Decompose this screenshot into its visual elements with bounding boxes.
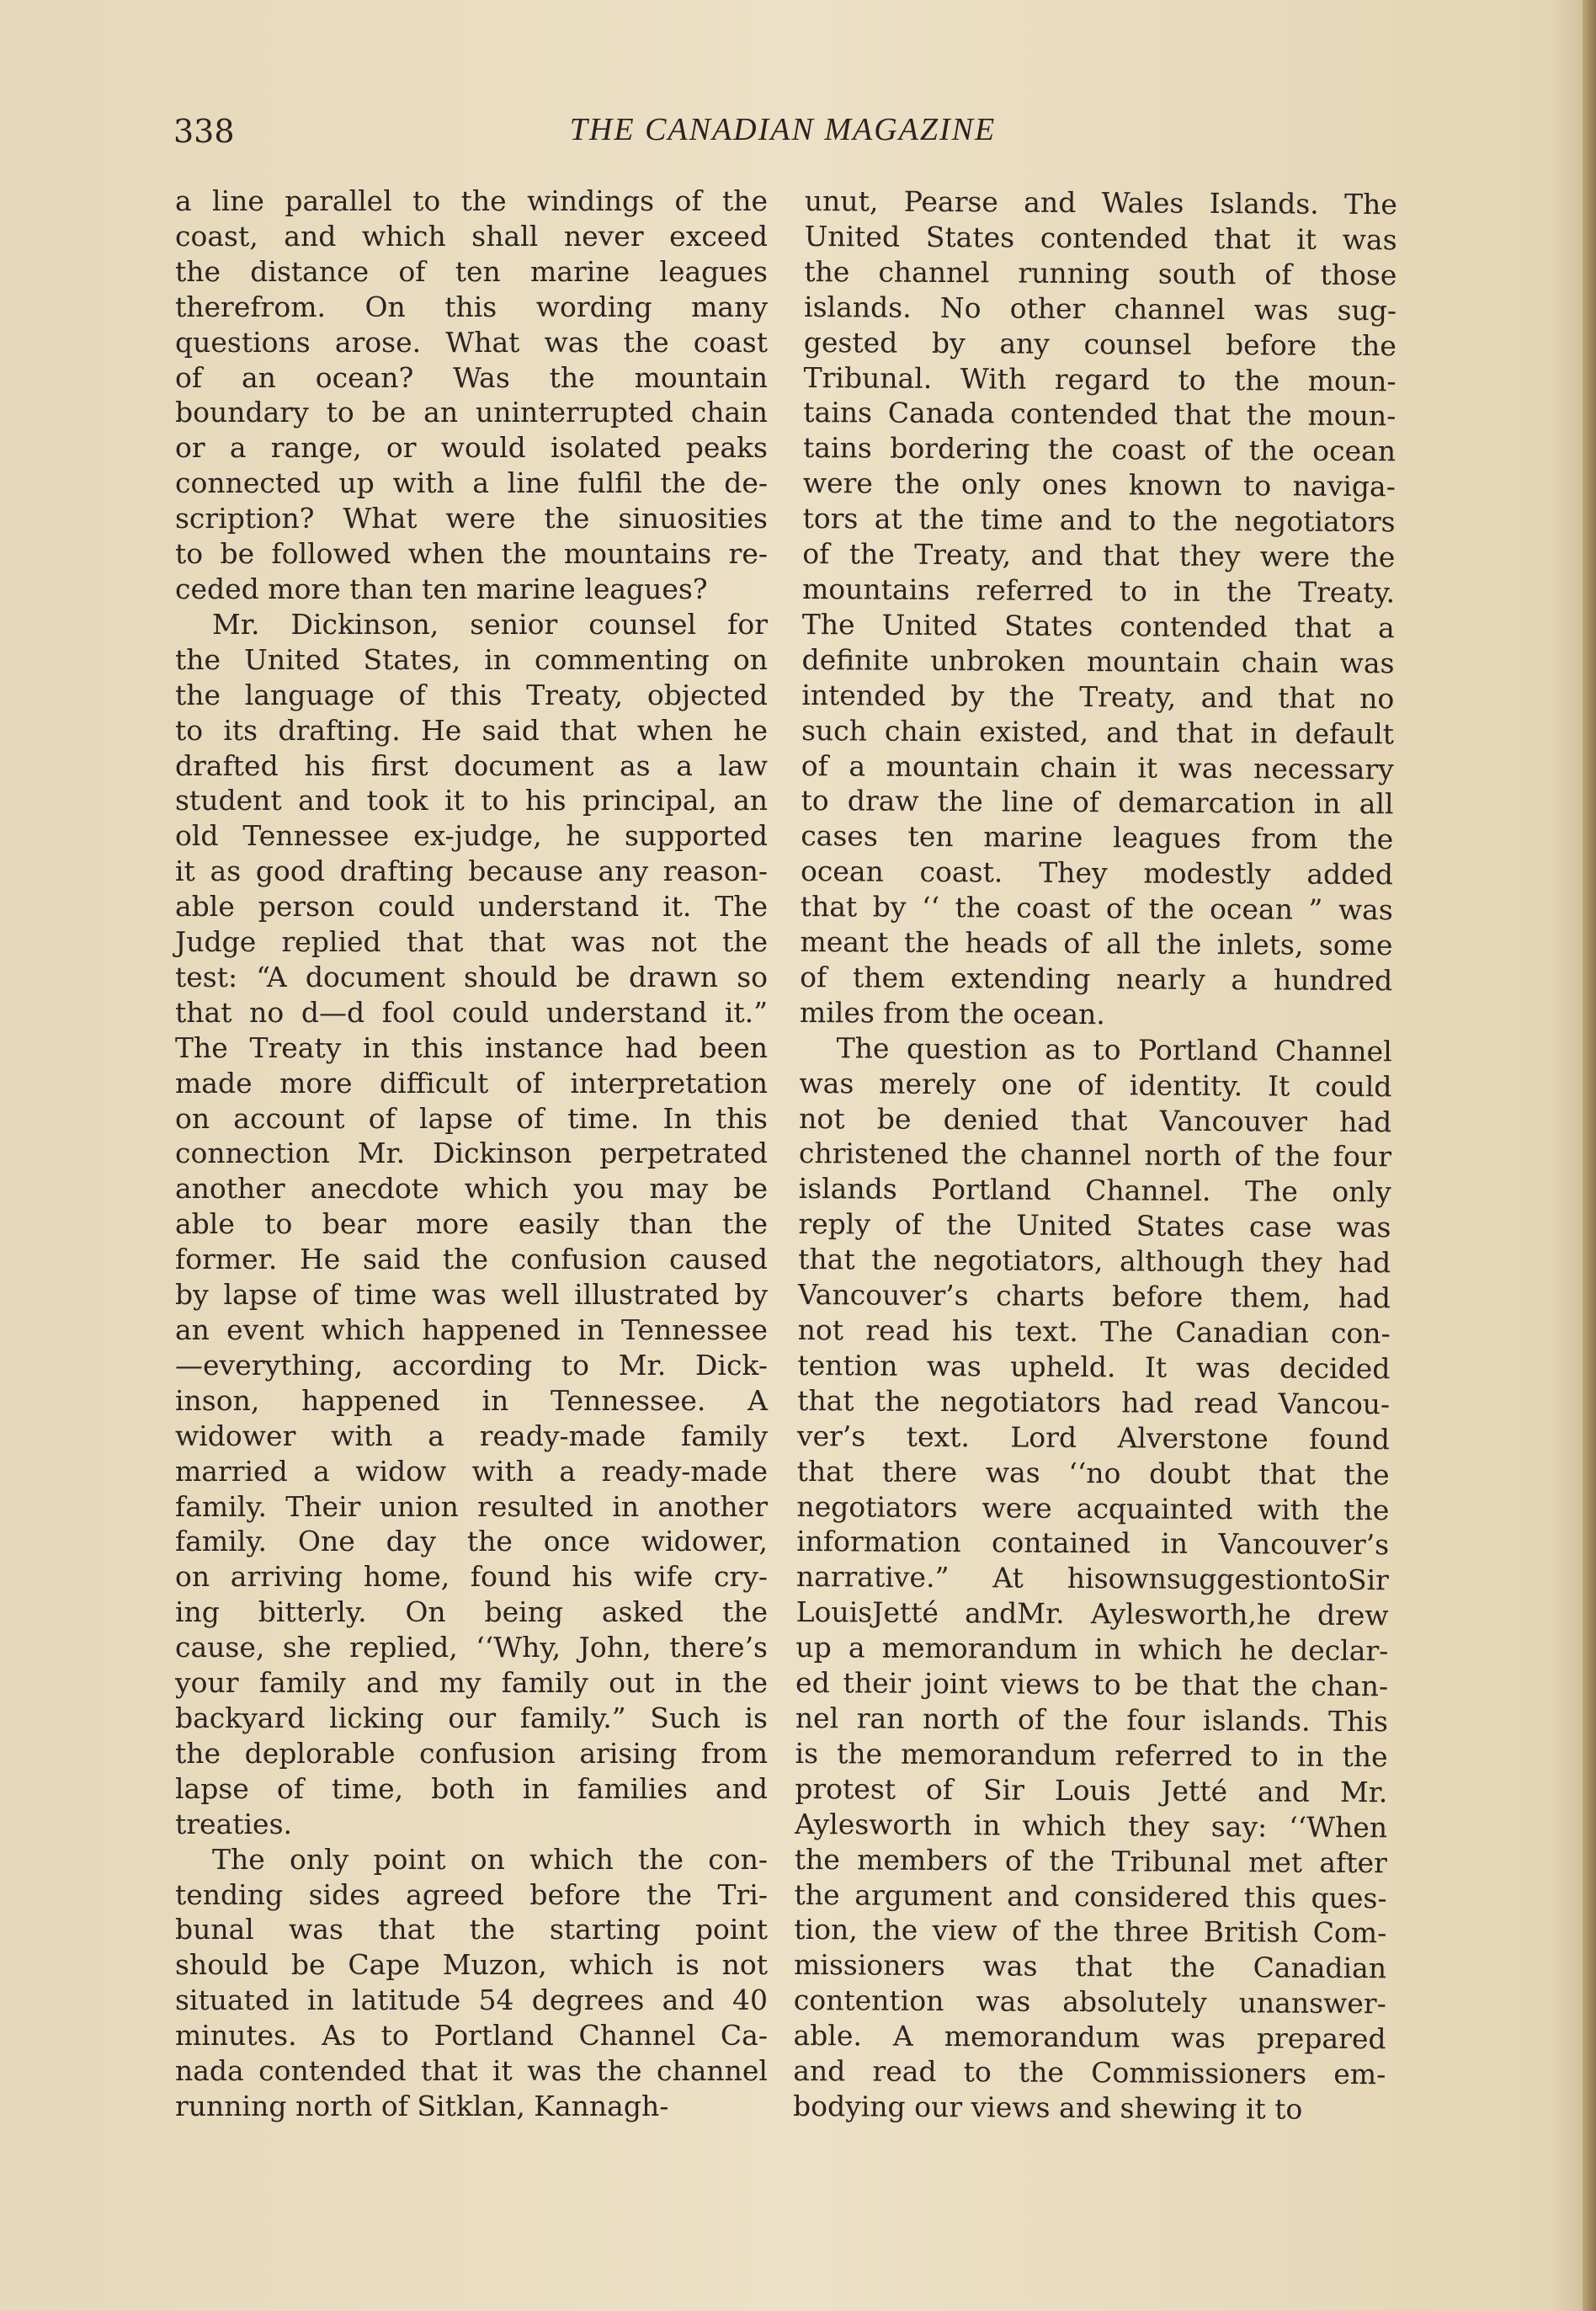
text-line: another anecdote which you may be bbox=[175, 1172, 768, 1206]
text-line: nel ran north of the four islands. This bbox=[795, 1701, 1388, 1739]
text-line: tains Canada contended that the moun- bbox=[803, 396, 1396, 433]
text-line: not be denied that Vancouver had bbox=[799, 1101, 1392, 1138]
text-line: information contained in Vancouver’s bbox=[796, 1525, 1390, 1562]
page-number: 338 bbox=[173, 113, 235, 150]
text-line: ocean coast. They modestly added bbox=[800, 855, 1394, 892]
text-line: cases ten marine leagues from the bbox=[801, 819, 1394, 856]
text-line: up a memorandum in which he declar- bbox=[795, 1631, 1389, 1668]
text-line: ed their joint views to be that the chan- bbox=[795, 1666, 1389, 1703]
text-line: made more difficult of interpretation bbox=[175, 1066, 768, 1100]
text-line: such chain existed, and that in default bbox=[801, 713, 1395, 750]
text-line: student and took it to his principal, an bbox=[175, 784, 768, 817]
text-line: christened the channel north of the four bbox=[798, 1137, 1392, 1174]
text-line: unut, Pearse and Wales Islands. The bbox=[804, 184, 1397, 221]
text-line: running north of Sitklan, Kannagh- bbox=[175, 2089, 669, 2122]
text-line: that by ‘‘ the coast of the ocean ” was bbox=[800, 890, 1393, 927]
text-line: United States contended that it was bbox=[804, 219, 1397, 257]
page-header bbox=[168, 108, 1397, 158]
text-line: of them extending nearly a hundred bbox=[800, 960, 1393, 998]
text-line: islands Portland Channel. The only bbox=[798, 1172, 1391, 1209]
text-line: situated in latitude 54 degrees and 40 bbox=[175, 1984, 768, 2017]
text-line: by lapse of time was well illustrated by bbox=[175, 1278, 768, 1312]
text-line: and read to the Commissioners em- bbox=[793, 2053, 1386, 2091]
text-line: the distance of ten marine leagues bbox=[175, 254, 768, 288]
text-line: married a widow with a ready-made bbox=[175, 1454, 768, 1488]
text-line: Mr. Dickinson, senior counsel for bbox=[212, 607, 768, 641]
text-line: definite unbroken mountain chain was bbox=[801, 642, 1395, 680]
text-line: is the memorandum referred to in the bbox=[795, 1736, 1388, 1774]
text-line: Judge replied that that was not the bbox=[175, 925, 768, 959]
right-column bbox=[793, 184, 1397, 2127]
text-line: ing bitterly. On being asked the bbox=[175, 1595, 768, 1629]
text-line: the United States, in commenting on bbox=[175, 642, 768, 676]
text-line: should be Cape Muzon, which is not bbox=[175, 1948, 768, 1982]
text-line: old Tennessee ex-judge, he supported bbox=[175, 819, 768, 853]
text-line: protest of Sir Louis Jetté and Mr. bbox=[795, 1771, 1388, 1809]
text-line: tion, the view of the three British Com- bbox=[794, 1913, 1387, 1950]
text-line: The Treaty in this instance had been bbox=[175, 1030, 768, 1064]
text-line: on account of lapse of time. In this bbox=[175, 1101, 768, 1135]
text-line: scription? What were the sinuosities bbox=[175, 502, 768, 535]
text-line: The United States contended that a bbox=[801, 607, 1395, 645]
text-line: a line parallel to the windings of the bbox=[175, 184, 768, 217]
text-line: to draw the line of demarcation in all bbox=[801, 784, 1394, 821]
text-line: Vancouver’s charts before them, had bbox=[797, 1278, 1391, 1315]
page-edge bbox=[1583, 0, 1596, 2311]
text-line: ceded more than ten marine leagues? bbox=[175, 572, 708, 605]
text-line: the argument and considered this ques- bbox=[794, 1877, 1387, 1914]
text-line: the members of the Tribunal met after bbox=[794, 1842, 1387, 1879]
text-line: therefrom. On this wording many bbox=[175, 290, 768, 323]
text-line: gested by any counsel before the bbox=[803, 325, 1396, 362]
text-line: coast, and which shall never exceed bbox=[175, 219, 768, 253]
text-line: able. A memorandum was prepared bbox=[793, 2019, 1386, 2056]
text-line: of a mountain chain it was necessary bbox=[801, 748, 1394, 785]
text-line: cause, she replied, ‘‘Why, John, there’s bbox=[175, 1631, 768, 1664]
text-line: meant the heads of all the inlets, some bbox=[800, 925, 1393, 962]
text-line: bodying our views and shewing it to bbox=[792, 2089, 1303, 2126]
text-line: the channel running south of those bbox=[804, 254, 1397, 292]
text-line: able to bear more easily than the bbox=[175, 1207, 768, 1241]
text-line: was merely one of identity. It could bbox=[799, 1066, 1392, 1103]
text-line: the deplorable confusion arising from bbox=[175, 1736, 768, 1770]
text-line: ver’s text. Lord Alverstone found bbox=[796, 1419, 1391, 1456]
text-line: an event which happened in Tennessee bbox=[175, 1313, 768, 1346]
text-line: that the negotiators, although they had bbox=[798, 1243, 1391, 1280]
text-line: not read his text. The Canadian con- bbox=[797, 1313, 1391, 1350]
text-line: your family and my family out in the bbox=[175, 1666, 768, 1700]
text-line: boundary to be an uninterrupted chain bbox=[175, 396, 768, 429]
text-line: The question as to Portland Channel bbox=[836, 1031, 1392, 1068]
text-line: that there was ‘‘no doubt that the bbox=[796, 1454, 1390, 1491]
text-line: minutes. As to Portland Channel Ca- bbox=[175, 2019, 768, 2053]
text-line: Aylesworth in which they say: ‘‘When bbox=[794, 1807, 1388, 1844]
left-column bbox=[175, 184, 768, 2124]
text-line: narrative.” At hisownsuggestiontoSir bbox=[795, 1560, 1389, 1597]
text-line: tending sides agreed before the Tri- bbox=[175, 1877, 768, 1911]
text-line: LouisJetté andMr. Aylesworth,he drew bbox=[795, 1595, 1389, 1632]
text-line: backyard licking our family.” Such is bbox=[175, 1701, 768, 1734]
text-line: tains bordering the coast of the ocean bbox=[802, 431, 1396, 468]
text-line: miles from the ocean. bbox=[799, 995, 1105, 1031]
text-line: widower with a ready-made family bbox=[175, 1419, 768, 1452]
text-line: connected up with a line fulfil the de- bbox=[175, 466, 768, 500]
text-line: lapse of time, both in families and bbox=[175, 1771, 768, 1805]
text-line: of an ocean? Was the mountain bbox=[175, 360, 768, 394]
text-line: that the negotiators had read Vancou- bbox=[797, 1383, 1391, 1421]
text-line: that no d—d fool could understand it.” bbox=[175, 995, 768, 1029]
text-line: bunal was that the starting point bbox=[175, 1913, 768, 1946]
text-line: to its drafting. He said that when he bbox=[175, 713, 768, 747]
text-line: —everything, according to Mr. Dick- bbox=[175, 1348, 768, 1382]
text-line: were the only ones known to naviga- bbox=[802, 466, 1396, 503]
text-line: negotiators were acquainted with the bbox=[796, 1489, 1390, 1526]
text-line: it as good drafting because any reason- bbox=[175, 855, 768, 888]
text-line: test: “A document should be drawn so bbox=[175, 960, 768, 993]
text-line: family. Their union resulted in another bbox=[175, 1489, 768, 1523]
text-line: questions arose. What was the coast bbox=[175, 325, 768, 359]
text-line: missioners was that the Canadian bbox=[793, 1948, 1387, 1985]
running-title: THE CANADIAN MAGAZINE bbox=[569, 112, 997, 147]
text-line: islands. No other channel was sug- bbox=[803, 290, 1397, 327]
text-line: nada contended that it was the channel bbox=[175, 2054, 768, 2088]
text-line: The only point on which the con- bbox=[212, 1842, 768, 1876]
text-line: of the Treaty, and that they were the bbox=[802, 537, 1396, 574]
text-line: Tribunal. With regard to the moun- bbox=[803, 360, 1396, 397]
text-line: able person could understand it. The bbox=[175, 890, 768, 924]
text-line: contention was absolutely unanswer- bbox=[793, 1984, 1386, 2021]
text-line: intended by the Treaty, and that no bbox=[801, 678, 1395, 715]
text-line: drafted his first document as a law bbox=[175, 748, 768, 782]
text-line: on arriving home, found his wife cry- bbox=[175, 1560, 768, 1594]
text-line: the language of this Treaty, objected bbox=[175, 678, 768, 711]
text-line: former. He said the confusion caused bbox=[175, 1243, 768, 1276]
text-line: inson, happened in Tennessee. A bbox=[175, 1383, 768, 1417]
text-line: reply of the United States case was bbox=[798, 1207, 1391, 1244]
text-line: mountains referred to in the Treaty. bbox=[801, 572, 1396, 610]
text-line: treaties. bbox=[175, 1807, 293, 1840]
text-line: to be followed when the mountains re- bbox=[175, 537, 768, 571]
text-line: family. One day the once widower, bbox=[175, 1525, 768, 1558]
text-line: tors at the time and to the negotiators bbox=[802, 502, 1396, 539]
text-line: or a range, or would isolated peaks bbox=[175, 431, 768, 465]
text-line: tention was upheld. It was decided bbox=[797, 1348, 1391, 1386]
text-line: connection Mr. Dickinson perpetrated bbox=[175, 1137, 768, 1170]
